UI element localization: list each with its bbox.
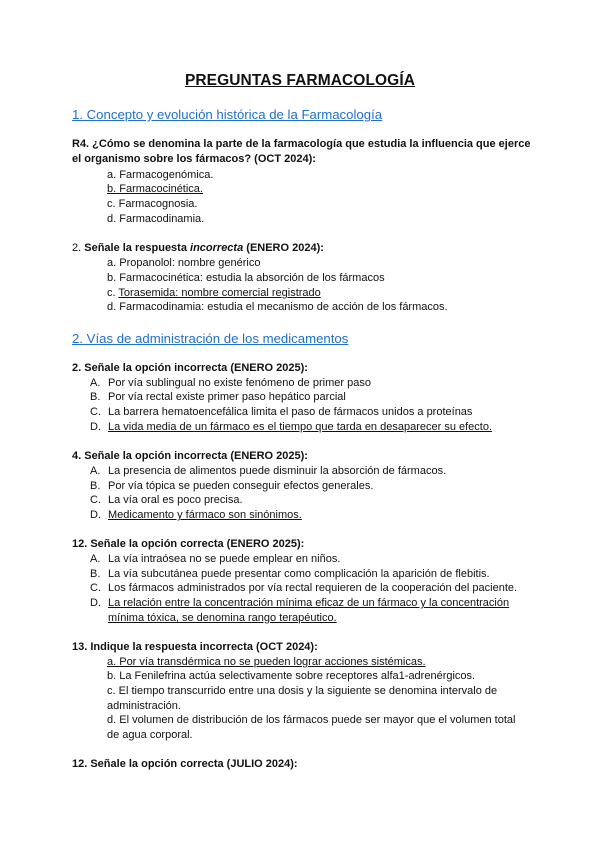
question-5-option-d-continued: mínima tóxica, se denomina rango terapéutico. <box>108 612 337 624</box>
section-heading-1[interactable]: 1. Concepto y evolución histórica de la Farmacología <box>72 107 383 122</box>
option-text: Por vía sublingual no existe fenómeno de primer paso <box>108 377 371 389</box>
question-3-option-c <box>90 405 472 420</box>
option-marker: D. <box>90 421 101 433</box>
option-text: La vía subcutánea puede presentar como complicación la aparición de flebitis. <box>108 568 490 580</box>
question-2-text-a: Señale la respuesta <box>84 242 191 254</box>
question-5-option-d <box>90 596 509 611</box>
question-2-text-b: (ENERO 2024): <box>243 242 324 254</box>
question-4-option-b <box>90 479 373 494</box>
question-7 <box>72 757 532 772</box>
question-7-text: 12. Señale la opción correcta (JULIO 2024): <box>72 758 298 770</box>
question-6 <box>72 640 532 655</box>
question-2-option-c-marker: c. <box>107 287 119 299</box>
question-2-text-emphasis: incorrecta <box>190 242 244 254</box>
section-heading-2[interactable]: 2. Vías de administración de los medicamentos <box>72 331 349 346</box>
question-6-option-d-continued: de agua corporal. <box>107 729 193 741</box>
question-3-option-b <box>90 390 346 405</box>
question-5 <box>72 537 532 552</box>
question-2-option-d: d. Farmacodinamia: estudia el mecanismo de acción de los fármacos. <box>107 301 448 313</box>
question-2-option-c <box>107 286 321 301</box>
question-4-text: 4. Señale la opción incorrecta (ENERO 2025): <box>72 450 308 462</box>
question-3-text: 2. Señale la opción incorrecta (ENERO 2025): <box>72 362 308 374</box>
option-text: Por vía tópica se pueden conseguir efectos generales. <box>108 480 374 492</box>
option-marker: D. <box>90 597 101 609</box>
option-text: Los fármacos administrados por vía rectal requieren de la cooperación del paciente. <box>108 582 518 594</box>
option-text: La relación entre la concentración mínima eficaz de un fármaco y la concentración <box>108 597 510 609</box>
question-2 <box>72 241 532 256</box>
question-4-option-a <box>90 464 446 479</box>
question-6-option-c: c. El tiempo transcurrido entre una dosis y la siguiente se denomina intervalo de <box>107 685 498 697</box>
option-marker: A. <box>90 465 101 477</box>
question-6-option-c-continued: administración. <box>107 700 181 712</box>
question-1 <box>72 137 532 167</box>
question-2-option-a: a. Propanolol: nombre genérico <box>107 257 261 269</box>
question-1-option-d: d. Farmacodinamia. <box>107 213 205 225</box>
option-marker: B. <box>90 568 101 580</box>
question-6-option-b: b. La Fenilefrina actúa selectivamente sobre receptores alfa1-adrenérgicos. <box>107 670 476 682</box>
option-marker: C. <box>90 406 101 418</box>
question-6-option-d: d. El volumen de distribución de los fármacos puede ser mayor que el volumen total <box>107 714 516 726</box>
question-3 <box>72 361 532 376</box>
option-marker: A. <box>90 553 101 565</box>
question-1-option-c: c. Farmacognosia. <box>107 198 198 210</box>
option-text: Medicamento y fármaco son sinónimos. <box>108 509 302 521</box>
question-1-text: R4. ¿Cómo se denomina la parte de la farmacología que estudia la influencia que ejerce el organismo sobre los fármacos? (OCT 2024): <box>72 138 531 165</box>
question-6-text: 13. Indique la respuesta incorrecta (OCT 2024): <box>72 641 318 653</box>
option-marker: B. <box>90 480 101 492</box>
option-marker: C. <box>90 582 101 594</box>
question-5-option-b <box>90 567 490 582</box>
option-marker: B. <box>90 391 101 403</box>
question-1-option-a: a. Farmacogenómica. <box>107 169 214 181</box>
option-text: La barrera hematoencefálica limita el paso de fármacos unidos a proteínas <box>108 406 473 418</box>
question-2-option-c-text: Torasemida: nombre comercial registrado <box>118 287 321 299</box>
option-text: La vía intraósea no se puede emplear en niños. <box>108 553 341 565</box>
question-2-number: 2. <box>72 242 85 254</box>
question-3-option-a <box>90 376 371 391</box>
question-5-text: 12. Señale la opción correcta (ENERO 2025): <box>72 538 305 550</box>
question-1-option-b: b. Farmacocinética. <box>107 183 203 195</box>
question-2-option-b: b. Farmacocinética: estudia la absorción de los fármacos <box>107 272 385 284</box>
option-text: La vía oral es poco precisa. <box>108 494 243 506</box>
option-text: Por vía rectal existe primer paso hepático parcial <box>108 391 346 403</box>
question-5-option-a <box>90 552 340 567</box>
question-4-option-c <box>90 493 243 508</box>
option-marker: D. <box>90 509 101 521</box>
question-5-option-c <box>90 581 517 596</box>
option-text: La presencia de alimentos puede disminuir la absorción de fármacos. <box>108 465 447 477</box>
question-4 <box>72 449 532 464</box>
question-3-option-d <box>90 420 492 435</box>
question-4-option-d <box>90 508 302 523</box>
option-text: La vida media de un fármaco es el tiempo que tarda en desaparecer su efecto. <box>108 421 493 433</box>
option-marker: C. <box>90 494 101 506</box>
option-marker: A. <box>90 377 101 389</box>
question-6-option-a: a. Por vía transdérmica no se pueden lograr acciones sistémicas. <box>107 656 426 668</box>
page-title: PREGUNTAS FARMACOLOGÍA <box>184 72 416 89</box>
